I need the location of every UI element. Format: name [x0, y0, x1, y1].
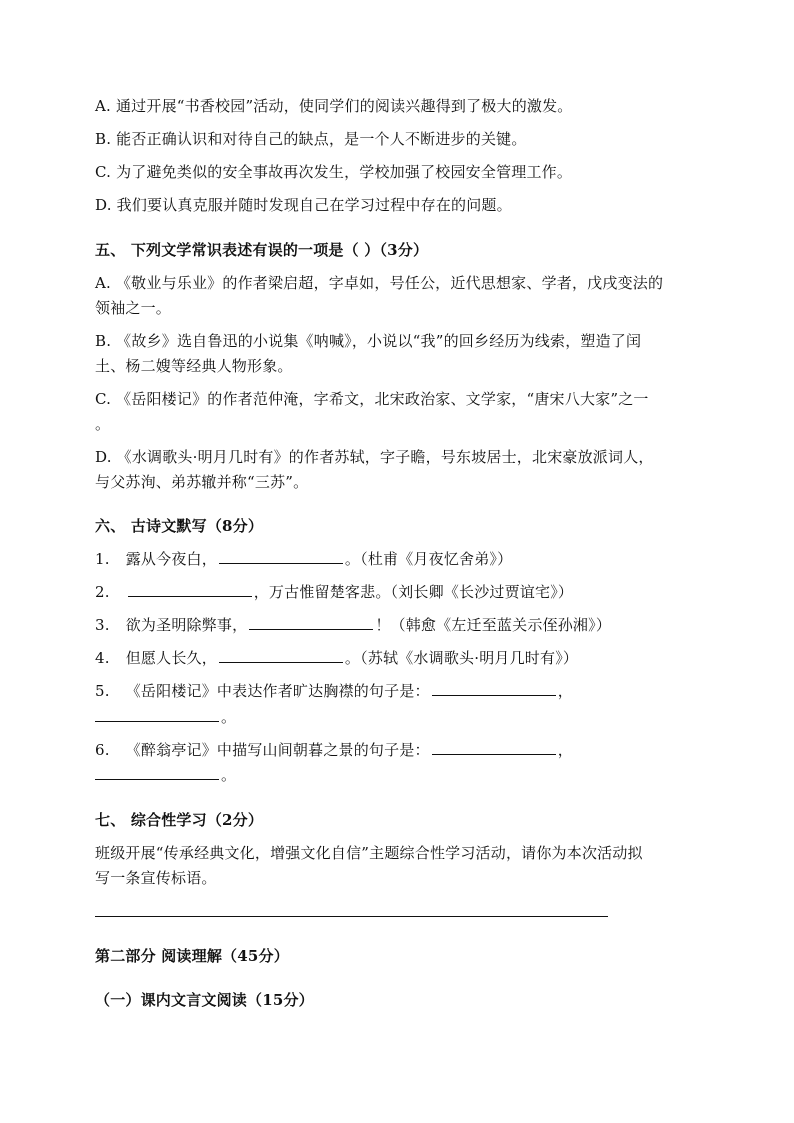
- part2-subheading: （一）课内文言文阅读（15分）: [95, 991, 314, 1009]
- q6-item-5-number: 5.: [95, 682, 110, 700]
- q6-item-5-comma: ，: [557, 682, 573, 700]
- q6-item-3-blank[interactable]: [249, 615, 373, 630]
- q7-answer-line[interactable]: [95, 916, 608, 917]
- part2-heading: 第二部分 阅读理解（45分）: [95, 947, 289, 965]
- q6-item-6-blank-2[interactable]: [95, 765, 219, 780]
- q6-item-2-blank[interactable]: [128, 582, 252, 597]
- q6-item-6-blank-1[interactable]: [432, 740, 556, 755]
- q6-item-5-period: 。: [221, 708, 237, 726]
- q6-item-6-prefix: 《醉翁亭记》中描写山间朝暮之景的句子是：: [125, 741, 430, 759]
- q6-item-6-continuation: [95, 765, 705, 785]
- q5-option-b-line1: B. 《故乡》选自鲁迅的小说集《呐喊》，小说以“我”的回乡经历为线索，塑造了闰: [95, 332, 642, 350]
- q6-item-3-number: 3.: [95, 616, 110, 634]
- q6-item-4-suffix: 。（苏轼《水调歌头·明月几时有》）: [344, 649, 579, 667]
- q6-item-4-number: 4.: [95, 649, 110, 667]
- q5-heading: 五、 下列文学常识表述有误的一项是（ ）（3分）: [95, 241, 429, 259]
- q5-option-a-line1: A. 《敬业与乐业》的作者梁启超，字卓如，号任公，近代思想家、学者，戊戌变法的: [95, 274, 664, 292]
- q6-item-4-blank[interactable]: [219, 648, 343, 663]
- q6-item-2: [95, 582, 705, 602]
- q6-item-6-number: 6.: [95, 741, 110, 759]
- q6-heading: 六、 古诗文默写（8分）: [95, 517, 264, 535]
- q6-item-3-prefix: 欲为圣明除弊事，: [125, 616, 248, 634]
- q6-item-5-blank-1[interactable]: [432, 681, 556, 696]
- q6-item-5: [95, 681, 705, 701]
- q4-option-a: A. 通过开展“书香校园”活动，使同学们的阅读兴趣得到了极大的激发。: [95, 97, 573, 115]
- q4-option-c: C. 为了避免类似的安全事故再次发生，学校加强了校园安全管理工作。: [95, 163, 573, 181]
- q5-option-d-line2: 与父苏洵、弟苏辙并称“三苏”。: [95, 473, 309, 491]
- q7-prompt-line2: 写一条宣传标语。: [95, 869, 217, 887]
- q6-item-5-prefix: 《岳阳楼记》中表达作者旷达胸襟的句子是：: [125, 682, 430, 700]
- q6-item-5-continuation: [95, 707, 705, 727]
- q4-option-d: D. 我们要认真克服并随时发现自己在学习过程中存在的问题。: [95, 196, 512, 214]
- q6-item-1-number: 1.: [95, 550, 110, 568]
- q7-heading: 七、 综合性学习（2分）: [95, 811, 264, 829]
- q6-item-1-blank[interactable]: [219, 549, 343, 564]
- q6-item-1-prefix: 露从今夜白，: [125, 550, 217, 568]
- q6-item-5-blank-2[interactable]: [95, 707, 219, 722]
- q6-item-3: [95, 615, 705, 635]
- q6-item-6: [95, 740, 705, 760]
- q6-item-4: [95, 648, 705, 668]
- q4-option-b: B. 能否正确认识和对待自己的缺点，是一个人不断进步的关键。: [95, 130, 527, 148]
- q5-option-a-line2: 领袖之一。: [95, 299, 172, 317]
- q6-item-1-suffix: 。（杜甫《月夜忆舍弟》）: [344, 550, 513, 568]
- q6-item-3-suffix: ！（韩愈《左迁至蓝关示侄孙湘》）: [375, 616, 612, 634]
- q6-item-6-period: 。: [221, 766, 237, 784]
- q5-option-d-line1: D. 《水调歌头·明月几时有》的作者苏轼，字子瞻，号东坡居士，北宋豪放派词人，: [95, 448, 654, 466]
- q6-item-1: [95, 549, 705, 569]
- q5-option-b-line2: 土、杨二嫂等经典人物形象。: [95, 357, 293, 375]
- q6-item-2-number: 2.: [95, 583, 110, 601]
- q6-item-6-comma: ，: [557, 741, 573, 759]
- q7-prompt-line1: 班级开展“传承经典文化，增强文化自信”主题综合性学习活动，请你为本次活动拟: [95, 844, 643, 862]
- q5-option-c-line2: 。: [95, 415, 111, 433]
- q5-option-c-line1: C. 《岳阳楼记》的作者范仲淹，字希文，北宋政治家、文学家，“唐宋八大家”之一: [95, 390, 649, 408]
- q6-item-4-prefix: 但愿人长久，: [125, 649, 217, 667]
- q6-item-2-suffix: ，万古惟留楚客悲。（刘长卿《长沙过贾谊宅》）: [253, 583, 574, 601]
